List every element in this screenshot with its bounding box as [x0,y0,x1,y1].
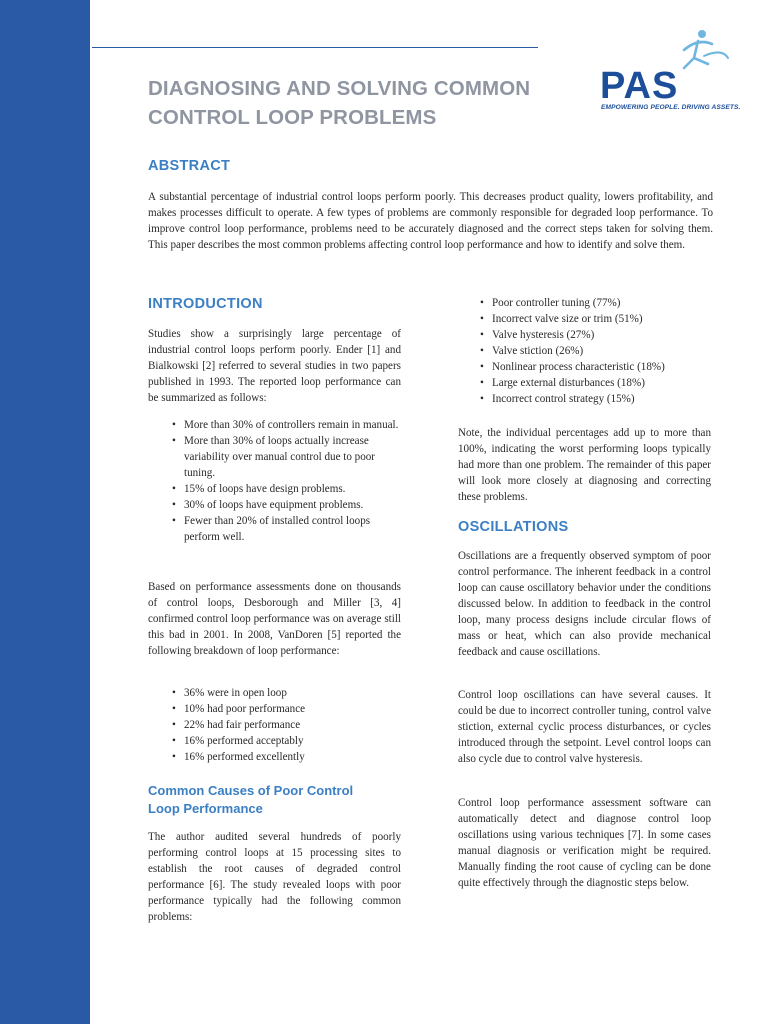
list-item: • 22% had fair performance [172,717,404,733]
oscillations-heading: OSCILLATIONS [458,519,569,535]
list-item: • More than 30% of controllers remain in manual. [172,417,404,433]
list-item: • Valve hysteresis (27%) [480,327,720,343]
pas-logo-mark [598,28,733,104]
list-item: • Incorrect control strategy (15%) [480,391,720,407]
logo-figure-head [698,30,706,38]
logo-figure-leg-back [694,58,708,64]
list-item: • 15% of loops have design problems. [172,481,404,497]
list-item: • Nonlinear process characteristic (18%) [480,359,720,375]
introduction-heading: INTRODUCTION [148,296,263,312]
list-item: • Incorrect valve size or trim (51%) [480,311,720,327]
list-item: • Poor controller tuning (77%) [480,295,720,311]
logo-swoosh [704,52,728,58]
introduction-paragraph-1: Studies show a surprisingly large percentage of industrial control loops perform poorly. Ender [1] and Bialkowski [2] referred to several studies in two papers published in 1993. The reported loop performance can be summarized as follows: [148,328,401,404]
pas-logo [598,28,741,118]
common-causes-heading [148,782,353,818]
percentages-note: Note, the individual percentages add up to more than 100%, indicating the worst performing loops typically had more than one problem. The remainder of this paper will look more closely at diagnosing and correcting these problems. [458,427,711,503]
list-item: • More than 30% of loops actually increase variability over manual control due to poor tuning. [172,433,404,481]
introduction-paragraph-2: Based on performance assessments done on thousands of control loops, Desborough and Miller [3, 4] confirmed control loop performance was on average still this bad in 2001. In 2008, VanDoren [5] reported the following breakdown of loop performance: [148,581,401,657]
common-causes-heading-line-2: Loop Performance [148,801,263,816]
oscillations-paragraph-1: Oscillations are a frequently observed symptom of poor control performance. The inherent feedback in a control loop can cause oscillatory behavior under the conditions discussed below. In addition to feedback in the control loop, many process designs include circular flows of mass or heat, which can also provide mechanical feedback and cause oscillations. [458,550,711,658]
logo-tagline: EMPOWERING PEOPLE. DRIVING ASSETS. [601,104,741,111]
page-title-line-2: CONTROL LOOP PROBLEMS [148,106,437,129]
loop-performance-list [172,417,404,545]
list-item: • 16% performed excellently [172,749,404,765]
performance-breakdown-list [172,685,404,765]
list-item: • 36% were in open loop [172,685,404,701]
list-item: • Fewer than 20% of installed control loops perform well. [172,513,404,545]
common-causes-text: The author audited several hundreds of poorly performing control loops at 15 processing sites to establish the root causes of degraded control performance [6]. The study revealed loops with poor performance typically had the following common problems: [148,831,401,923]
abstract-heading: ABSTRACT [148,158,231,174]
list-item: • 10% had poor performance [172,701,404,717]
list-item: • 16% performed acceptably [172,733,404,749]
oscillations-paragraph-2: Control loop oscillations can have several causes. It could be due to incorrect controller tuning, control valve stiction, external cyclic process disturbances, or cycles introduced through the setpoint. Level control loops can also cycle due to control valve hysteresis. [458,689,711,765]
page-title-line-1: DIAGNOSING AND SOLVING COMMON [148,77,531,100]
logo-wordmark: PAS [600,65,679,104]
side-color-bar [0,0,90,1024]
abstract-text: A substantial percentage of industrial control loops perform poorly. This decreases product quality, lowers profitability, and makes processes difficult to operate. A few types of problems are commonly responsible for degraded loop performance. To improve control loop performance, problems need to be accurately diagnosed and the correct steps taken for solving them. This paper describes the most common problems affecting control loop performance and how to identify and solve them. [148,191,713,251]
page-title [148,74,588,132]
list-item: • Valve stiction (26%) [480,343,720,359]
common-problems-list [480,295,720,407]
list-item: • 30% of loops have equipment problems. [172,497,404,513]
oscillations-paragraph-3: Control loop performance assessment software can automatically detect and diagnose control loop oscillations using various techniques [7]. In some cases manual diagnosis or verification might be required. Manually finding the root cause of cycling can be done quite effectively through the diagnostic steps below. [458,797,711,889]
common-causes-heading-line-1: Common Causes of Poor Control [148,783,354,798]
list-item: • Large external disturbances (18%) [480,375,720,391]
header-rule [92,47,538,48]
